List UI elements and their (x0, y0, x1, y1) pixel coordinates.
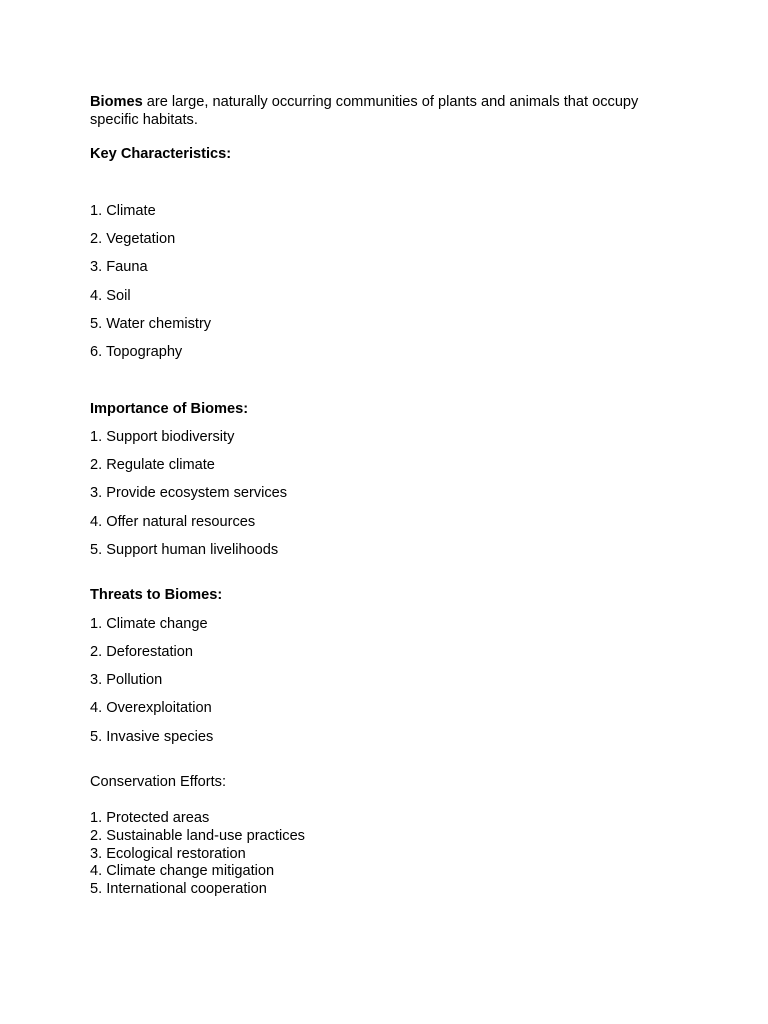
characteristics-heading: Key Characteristics: (90, 146, 232, 162)
intro-paragraph (90, 94, 680, 129)
list-item: 1. Support biodiversity (90, 429, 235, 445)
list-item: 1. Climate change (90, 616, 208, 632)
list-item: 4. Climate change mitigation (90, 863, 275, 880)
list-item: 1. Protected areas (90, 810, 210, 826)
list-item: 5. Support human livelihoods (90, 542, 279, 558)
list-item: 4. Soil (90, 288, 131, 304)
intro-text: are large, naturally occurring communities of plants and animals that occupy specific habitats. (90, 94, 639, 128)
list-item: 5. International cooperation (90, 881, 267, 898)
list-item: 3. Ecological restoration (90, 845, 246, 862)
list-item: 2. Sustainable land-use practices (90, 827, 305, 844)
list-item: 4. Overexploitation (90, 700, 212, 716)
list-item: 2. Regulate climate (90, 457, 215, 473)
importance-heading: Importance of Biomes: (90, 401, 249, 417)
list-item: 3. Fauna (90, 259, 148, 275)
list-item: 2. Deforestation (90, 644, 194, 660)
list-item: 3. Provide ecosystem services (90, 485, 288, 501)
list-item: 6. Topography (90, 344, 183, 360)
list-item: 5. Invasive species (90, 729, 214, 745)
conservation-heading: Conservation Efforts: (90, 774, 227, 790)
list-item: 4. Offer natural resources (90, 514, 256, 530)
list-item: 3. Pollution (90, 672, 163, 688)
intro-term: Biomes (90, 94, 143, 110)
threats-heading: Threats to Biomes: (90, 587, 223, 603)
list-item: 1. Climate (90, 203, 156, 219)
list-item: 2. Vegetation (90, 231, 176, 247)
list-item: 5. Water chemistry (90, 316, 212, 332)
conservation-list (90, 810, 305, 899)
